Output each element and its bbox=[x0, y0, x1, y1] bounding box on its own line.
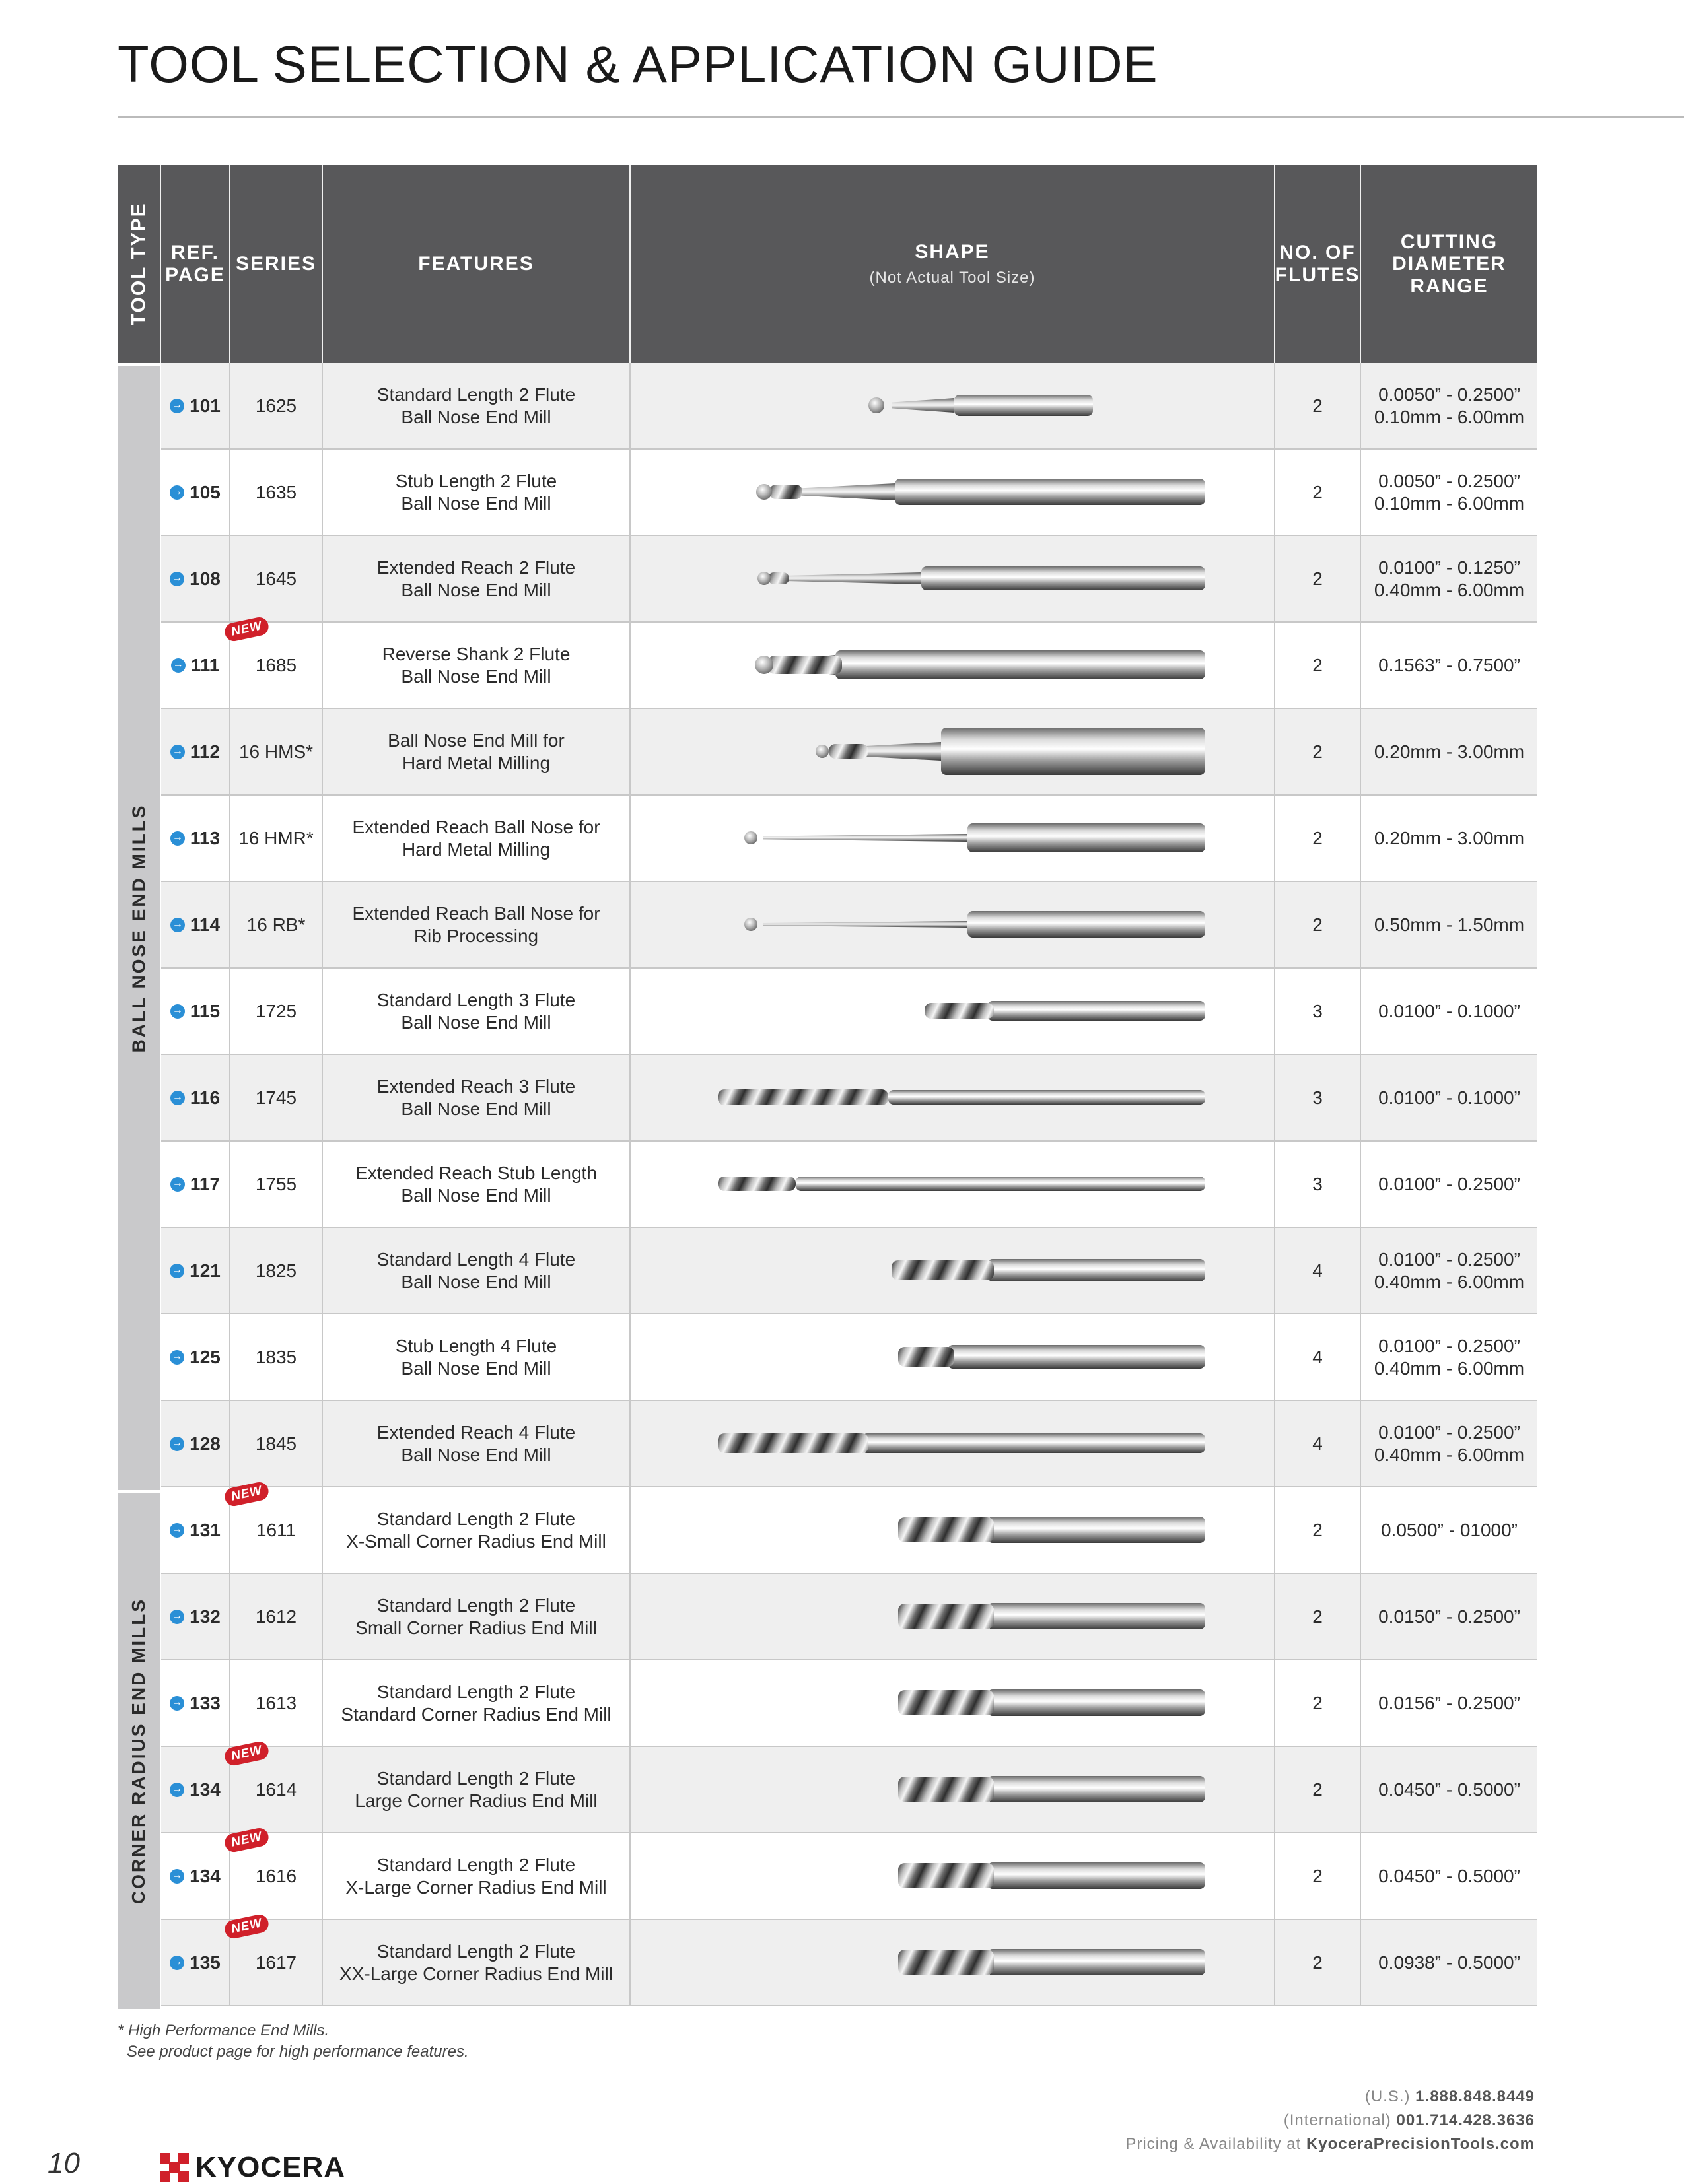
ref-page-number: 111 bbox=[190, 654, 220, 675]
cutting-range-cell: 0.0450” - 0.5000” bbox=[1378, 1865, 1520, 1886]
features-cell: Stub Length 2 Flute Ball Nose End Mill bbox=[323, 450, 631, 535]
new-badge: NEW bbox=[223, 1740, 271, 1767]
series-cell: 1745 bbox=[230, 1055, 323, 1140]
table-row bbox=[161, 1142, 1537, 1228]
end-mill-icon bbox=[631, 1228, 1275, 1313]
series-cell: 1645 bbox=[230, 536, 323, 621]
features-cell: Standard Length 2 Flute Standard Corner Radius End Mill bbox=[323, 1660, 631, 1746]
flutes-cell: 3 bbox=[1275, 969, 1361, 1054]
table-row bbox=[161, 1829, 1537, 1920]
header-shape-sub: (Not Actual Tool Size) bbox=[869, 269, 1035, 287]
features-cell: Extended Reach 2 Flute Ball Nose End Mill bbox=[323, 536, 631, 621]
table-row bbox=[161, 1484, 1537, 1574]
ref-page-number: 101 bbox=[190, 395, 221, 416]
cutting-range-cell: 0.20mm - 3.00mm bbox=[1374, 741, 1525, 762]
features-cell: Extended Reach Stub Length Ball Nose End Mill bbox=[323, 1142, 631, 1227]
table-row bbox=[161, 1055, 1537, 1142]
series-cell: 1845 bbox=[230, 1401, 323, 1486]
ref-page-cell[interactable] bbox=[161, 882, 230, 967]
flutes-cell: 2 bbox=[1275, 450, 1361, 535]
features-cell: Standard Length 2 Flute Large Corner Radius End Mill bbox=[323, 1747, 631, 1832]
series-cell: 1625 bbox=[230, 363, 323, 448]
ref-page-number: 113 bbox=[190, 827, 221, 848]
page-link-arrow-icon[interactable]: → bbox=[170, 572, 184, 586]
ref-page-number: 121 bbox=[190, 1260, 221, 1281]
page-link-arrow-icon[interactable]: → bbox=[170, 918, 185, 932]
ref-page-number: 117 bbox=[190, 1173, 221, 1194]
end-mill-icon bbox=[631, 1142, 1275, 1227]
ref-page-cell[interactable] bbox=[161, 709, 230, 794]
ref-page-number: 131 bbox=[190, 1519, 221, 1540]
page-title: TOOL SELECTION & APPLICATION GUIDE bbox=[118, 35, 1158, 93]
tool-shape-cell bbox=[631, 1142, 1275, 1227]
ref-page-number: 135 bbox=[190, 1952, 221, 1973]
series-cell: 1825 bbox=[230, 1228, 323, 1313]
website-link[interactable]: KyoceraPrecisionTools.com bbox=[1306, 2135, 1535, 2153]
series-cell: 1835 bbox=[230, 1314, 323, 1400]
end-mill-icon bbox=[631, 623, 1275, 708]
ref-page-cell[interactable] bbox=[161, 1660, 230, 1746]
page-link-arrow-icon[interactable]: → bbox=[170, 1610, 184, 1624]
series-cell: 1614 bbox=[230, 1747, 323, 1832]
end-mill-icon bbox=[631, 1660, 1275, 1746]
end-mill-icon bbox=[631, 882, 1275, 967]
page-link-arrow-icon[interactable]: → bbox=[170, 745, 185, 759]
flutes-cell: 3 bbox=[1275, 1142, 1361, 1227]
series-cell: 1725 bbox=[230, 969, 323, 1054]
flutes-cell: 2 bbox=[1275, 882, 1361, 967]
ref-page-cell[interactable] bbox=[161, 450, 230, 535]
features-cell: Standard Length 2 Flute X-Small Corner Radius End Mill bbox=[323, 1487, 631, 1573]
page-link-arrow-icon[interactable]: → bbox=[170, 1004, 185, 1019]
end-mill-icon bbox=[631, 363, 1275, 448]
series-cell: 16 HMS* bbox=[230, 709, 323, 794]
end-mill-icon bbox=[631, 536, 1275, 621]
page-link-arrow-icon[interactable]: → bbox=[170, 1177, 185, 1192]
flutes-cell: 2 bbox=[1275, 363, 1361, 448]
table-row bbox=[161, 1660, 1537, 1747]
ref-page-cell[interactable] bbox=[161, 619, 263, 708]
tool-shape-cell bbox=[631, 1401, 1275, 1486]
table-row bbox=[161, 709, 1537, 796]
tool-shape-cell bbox=[631, 1228, 1275, 1313]
page-link-arrow-icon[interactable]: → bbox=[171, 658, 186, 673]
end-mill-icon bbox=[631, 1747, 1275, 1832]
features-cell: Extended Reach Ball Nose for Rib Processing bbox=[323, 882, 631, 967]
table-row bbox=[161, 1401, 1537, 1487]
ref-page-number: 115 bbox=[190, 1000, 221, 1021]
ref-page-cell[interactable] bbox=[161, 1829, 263, 1919]
cutting-range-cell: 0.20mm - 3.00mm bbox=[1374, 827, 1525, 848]
tool-selection-table bbox=[118, 165, 1537, 1984]
tool-shape-cell bbox=[631, 363, 1275, 448]
features-cell: Stub Length 4 Flute Ball Nose End Mill bbox=[323, 1314, 631, 1400]
table-row bbox=[161, 363, 1537, 450]
page-number: 10 bbox=[48, 2147, 80, 2179]
table-row bbox=[161, 450, 1537, 536]
cutting-range-cell: 0.0100” - 0.2500” 0.40mm - 6.00mm bbox=[1374, 1422, 1525, 1465]
table-row bbox=[161, 1228, 1537, 1314]
cutting-range-cell: 0.50mm - 1.50mm bbox=[1374, 914, 1525, 935]
ref-page-cell[interactable] bbox=[161, 363, 230, 448]
header-tool-type: TOOL TYPE bbox=[118, 165, 161, 363]
flutes-cell: 2 bbox=[1275, 709, 1361, 794]
ref-page-number: 125 bbox=[190, 1346, 221, 1367]
cutting-range-cell: 0.0938” - 0.5000” bbox=[1378, 1952, 1520, 1973]
series-cell: 16 HMR* bbox=[230, 796, 323, 881]
end-mill-icon bbox=[631, 1055, 1275, 1140]
cutting-range-cell: 0.0100” - 0.2500” 0.40mm - 6.00mm bbox=[1374, 1249, 1525, 1292]
cutting-range-cell: 0.0100” - 0.1000” bbox=[1378, 1087, 1520, 1108]
tool-shape-cell bbox=[631, 969, 1275, 1054]
ref-page-cell[interactable] bbox=[161, 1228, 230, 1313]
new-badge: NEW bbox=[223, 1826, 271, 1854]
new-badge: NEW bbox=[223, 1480, 271, 1508]
features-cell: Standard Length 2 Flute XX-Large Corner Radius End Mill bbox=[323, 1920, 631, 2005]
table-row bbox=[161, 619, 1537, 709]
page-link-arrow-icon[interactable]: → bbox=[170, 1869, 184, 1884]
series-cell: 1616 bbox=[230, 1833, 323, 1919]
ref-page-number: 114 bbox=[190, 914, 221, 935]
group-ball-nose: BALL NOSE END MILLS bbox=[118, 363, 161, 1490]
features-cell: Reverse Shank 2 Flute Ball Nose End Mill bbox=[323, 623, 631, 708]
cutting-range-cell: 0.0150” - 0.2500” bbox=[1378, 1606, 1520, 1627]
tool-shape-cell bbox=[631, 536, 1275, 621]
tool-shape-cell bbox=[631, 1660, 1275, 1746]
cutting-range-cell: 0.0100” - 0.2500” bbox=[1378, 1173, 1520, 1194]
ref-page-number: 133 bbox=[190, 1692, 221, 1713]
tool-shape-cell bbox=[631, 709, 1275, 794]
ref-page-cell[interactable] bbox=[161, 1055, 230, 1140]
tool-shape-cell bbox=[631, 450, 1275, 535]
page-link-arrow-icon[interactable]: → bbox=[170, 1783, 184, 1797]
header-shape bbox=[631, 165, 1275, 363]
flutes-cell: 2 bbox=[1275, 1574, 1361, 1659]
cutting-range-cell: 0.0450” - 0.5000” bbox=[1378, 1779, 1520, 1800]
series-cell: 16 RB* bbox=[230, 882, 323, 967]
flutes-cell: 2 bbox=[1275, 796, 1361, 881]
features-cell: Standard Length 2 Flute Ball Nose End Mill bbox=[323, 363, 631, 448]
contact-info: (U.S.) 1.888.848.8449 (International) 001.714.428.3636 Pricing & Availability at KyoceraPrecisionTools.com bbox=[1125, 2088, 1535, 2153]
header-cutting-range: CUTTING DIAMETER RANGE bbox=[1392, 230, 1506, 297]
ref-page-cell[interactable] bbox=[161, 1142, 230, 1227]
cutting-range-cell: 0.0050” - 0.2500” 0.10mm - 6.00mm bbox=[1374, 471, 1525, 514]
series-cell: 1612 bbox=[230, 1574, 323, 1659]
table-row bbox=[161, 536, 1537, 623]
page-link-arrow-icon[interactable]: → bbox=[170, 1264, 184, 1278]
flutes-cell: 4 bbox=[1275, 1314, 1361, 1400]
tool-shape-cell bbox=[631, 1920, 1275, 2005]
end-mill-icon bbox=[631, 1401, 1275, 1486]
header-series: SERIES bbox=[230, 165, 323, 363]
tool-shape-cell bbox=[631, 796, 1275, 881]
ref-page-number: 105 bbox=[190, 481, 221, 502]
footnote-line1: * High Performance End Mills. bbox=[118, 2022, 330, 2039]
series-cell: 1617 bbox=[230, 1920, 323, 2005]
series-cell: 1685 bbox=[230, 623, 323, 708]
table-row bbox=[161, 1916, 1537, 2006]
cutting-range-cell: 0.0500” - 01000” bbox=[1380, 1519, 1518, 1540]
cutting-range-cell: 0.0100” - 0.1250” 0.40mm - 6.00mm bbox=[1374, 557, 1525, 600]
ref-page-number: 116 bbox=[190, 1087, 221, 1108]
series-cell: 1635 bbox=[230, 450, 323, 535]
series-cell: 1755 bbox=[230, 1142, 323, 1227]
end-mill-icon bbox=[631, 1920, 1275, 2005]
ref-page-cell[interactable] bbox=[161, 1401, 230, 1486]
flutes-cell: 2 bbox=[1275, 1833, 1361, 1919]
tool-shape-cell bbox=[631, 1747, 1275, 1832]
series-cell: 1611 bbox=[230, 1487, 323, 1573]
flutes-cell: 2 bbox=[1275, 536, 1361, 621]
features-cell: Extended Reach 4 Flute Ball Nose End Mill bbox=[323, 1401, 631, 1486]
end-mill-icon bbox=[631, 450, 1275, 535]
table-row bbox=[161, 969, 1537, 1055]
table-header bbox=[118, 165, 1537, 363]
tool-shape-cell bbox=[631, 1833, 1275, 1919]
tool-shape-cell bbox=[631, 882, 1275, 967]
ref-page-cell[interactable] bbox=[161, 796, 230, 881]
ref-page-number: 134 bbox=[190, 1865, 221, 1886]
end-mill-icon bbox=[631, 1574, 1275, 1659]
cutting-range-cell: 0.0156” - 0.2500” bbox=[1378, 1692, 1520, 1713]
flutes-cell: 2 bbox=[1275, 623, 1361, 708]
table-row bbox=[161, 1574, 1537, 1660]
cutting-range-cell: 0.0100” - 0.2500” 0.40mm - 6.00mm bbox=[1374, 1336, 1525, 1379]
ref-page-cell[interactable] bbox=[161, 1484, 263, 1573]
header-ref-page: REF. PAGE bbox=[161, 165, 230, 363]
ref-page-cell[interactable] bbox=[161, 536, 230, 621]
ref-page-cell[interactable] bbox=[161, 1743, 263, 1832]
end-mill-icon bbox=[631, 1833, 1275, 1919]
title-divider bbox=[118, 116, 1684, 118]
new-badge: NEW bbox=[223, 615, 271, 643]
end-mill-icon bbox=[631, 969, 1275, 1054]
features-cell: Extended Reach 3 Flute Ball Nose End Mill bbox=[323, 1055, 631, 1140]
end-mill-icon bbox=[631, 1487, 1275, 1573]
flutes-cell: 2 bbox=[1275, 1487, 1361, 1573]
features-cell: Standard Length 4 Flute Ball Nose End Mill bbox=[323, 1228, 631, 1313]
table-body bbox=[161, 363, 1537, 2006]
features-cell: Extended Reach Ball Nose for Hard Metal Milling bbox=[323, 796, 631, 881]
ref-page-cell[interactable] bbox=[161, 1574, 230, 1659]
tool-shape-cell bbox=[631, 623, 1275, 708]
flutes-cell: 4 bbox=[1275, 1228, 1361, 1313]
flutes-cell: 3 bbox=[1275, 1055, 1361, 1140]
ref-page-number: 108 bbox=[190, 568, 221, 589]
ref-page-cell[interactable] bbox=[161, 969, 230, 1054]
kyocera-mark-icon bbox=[160, 2153, 189, 2182]
header-features: FEATURES bbox=[323, 165, 631, 363]
end-mill-icon bbox=[631, 709, 1275, 794]
ref-page-number: 128 bbox=[190, 1433, 221, 1454]
flutes-cell: 2 bbox=[1275, 1747, 1361, 1832]
page-link-arrow-icon[interactable]: → bbox=[170, 831, 185, 846]
ref-page-number: 112 bbox=[190, 741, 221, 762]
table-row bbox=[161, 1743, 1537, 1833]
end-mill-icon bbox=[631, 1314, 1275, 1400]
end-mill-icon bbox=[631, 796, 1275, 881]
table-row bbox=[161, 882, 1537, 969]
cutting-range-cell: 0.0100” - 0.1000” bbox=[1378, 1000, 1520, 1021]
ref-page-number: 134 bbox=[190, 1779, 221, 1800]
table-row bbox=[161, 796, 1537, 882]
flutes-cell: 2 bbox=[1275, 1920, 1361, 2005]
group-corner-radius: CORNER RADIUS END MILLS bbox=[118, 1490, 161, 2009]
flutes-cell: 4 bbox=[1275, 1401, 1361, 1486]
page-link-arrow-icon[interactable]: → bbox=[170, 1350, 184, 1365]
page-link-arrow-icon[interactable]: → bbox=[170, 485, 184, 500]
tool-shape-cell bbox=[631, 1055, 1275, 1140]
footnote bbox=[118, 2020, 469, 2063]
cutting-range-cell: 0.1563” - 0.7500” bbox=[1378, 654, 1520, 675]
header-flutes: NO. OF FLUTES bbox=[1275, 165, 1361, 363]
features-cell: Standard Length 3 Flute Ball Nose End Mill bbox=[323, 969, 631, 1054]
features-cell: Standard Length 2 Flute Small Corner Radius End Mill bbox=[323, 1574, 631, 1659]
footnote-line2: See product page for high performance features. bbox=[127, 2043, 469, 2061]
ref-page-number: 132 bbox=[190, 1606, 221, 1627]
tool-shape-cell bbox=[631, 1487, 1275, 1573]
features-cell: Ball Nose End Mill for Hard Metal Milling bbox=[323, 709, 631, 794]
tool-shape-cell bbox=[631, 1574, 1275, 1659]
page-link-arrow-icon[interactable]: → bbox=[170, 1956, 184, 1970]
brand-logo bbox=[160, 2151, 345, 2184]
new-badge: NEW bbox=[223, 1913, 271, 1940]
tool-shape-cell bbox=[631, 1314, 1275, 1400]
page-link-arrow-icon[interactable]: → bbox=[170, 399, 184, 413]
ref-page-cell[interactable] bbox=[161, 1314, 230, 1400]
page-link-arrow-icon[interactable]: → bbox=[170, 1091, 185, 1105]
series-cell: 1613 bbox=[230, 1660, 323, 1746]
features-cell: Standard Length 2 Flute X-Large Corner Radius End Mill bbox=[323, 1833, 631, 1919]
table-row bbox=[161, 1314, 1537, 1401]
page-link-arrow-icon[interactable]: → bbox=[170, 1437, 184, 1451]
page-link-arrow-icon[interactable]: → bbox=[170, 1696, 184, 1711]
brand-name: KYOCERA bbox=[195, 2151, 346, 2183]
cutting-range-cell: 0.0050” - 0.2500” 0.10mm - 6.00mm bbox=[1374, 384, 1525, 427]
page-link-arrow-icon[interactable]: → bbox=[170, 1523, 184, 1538]
flutes-cell: 2 bbox=[1275, 1660, 1361, 1746]
ref-page-cell[interactable] bbox=[161, 1916, 263, 2005]
header-shape-label: SHAPE bbox=[915, 240, 990, 263]
